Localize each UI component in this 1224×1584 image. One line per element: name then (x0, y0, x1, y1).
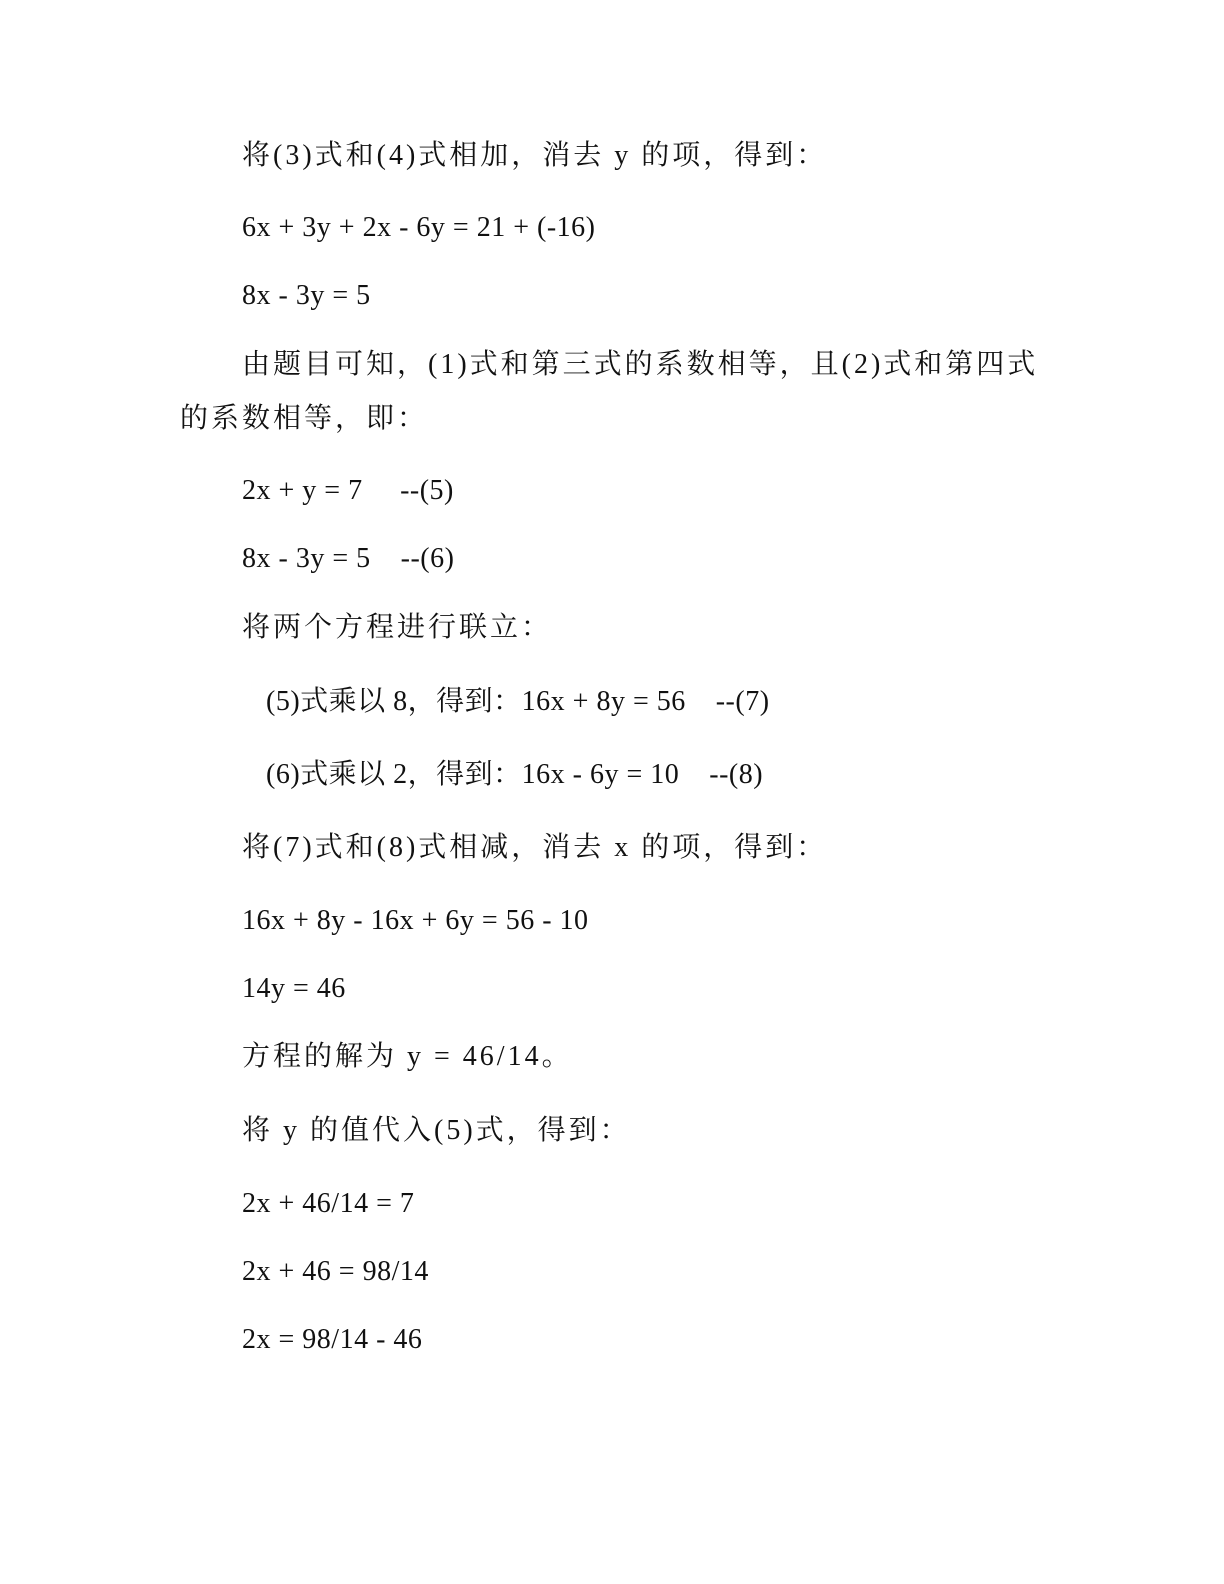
equation-line-7: (5)式乘以 8，得到：16x + 8y = 56 --(7) (266, 686, 770, 717)
text-line-substitute: 将 y 的值代入(5)式，得到： (242, 1115, 631, 1146)
equation-line-2: 8x - 3y = 5 (242, 280, 371, 311)
equation-line-11: 2x + 46/14 = 7 (242, 1188, 415, 1219)
equation-line-10: 14y = 46 (242, 973, 346, 1004)
equation-line-8: (6)式乘以 2，得到：16x - 6y = 10 --(8) (266, 759, 764, 790)
text-line-solution: 方程的解为 y = 46/14。 (242, 1041, 573, 1072)
text-line-combine: 将两个方程进行联立： (242, 612, 553, 643)
text-line-subtract: 将(7)式和(8)式相减，消去 x 的项，得到： (242, 832, 828, 863)
equation-line-12: 2x + 46 = 98/14 (242, 1256, 429, 1287)
text-line-1: 将(3)式和(4)式相加，消去 y 的项，得到： (242, 140, 828, 171)
equation-line-6: 8x - 3y = 5 --(6) (242, 543, 455, 574)
equation-line-1: 6x + 3y + 2x - 6y = 21 + (-16) (242, 212, 596, 243)
equation-line-5: 2x + y = 7 --(5) (242, 475, 454, 506)
paragraph-coefficients: 由题目可知，(1)式和第三式的系数相等，且(2)式和第四式的系数相等，即： (180, 349, 1039, 434)
equation-line-13: 2x = 98/14 - 46 (242, 1324, 423, 1355)
equation-line-9: 16x + 8y - 16x + 6y = 56 - 10 (242, 905, 589, 936)
